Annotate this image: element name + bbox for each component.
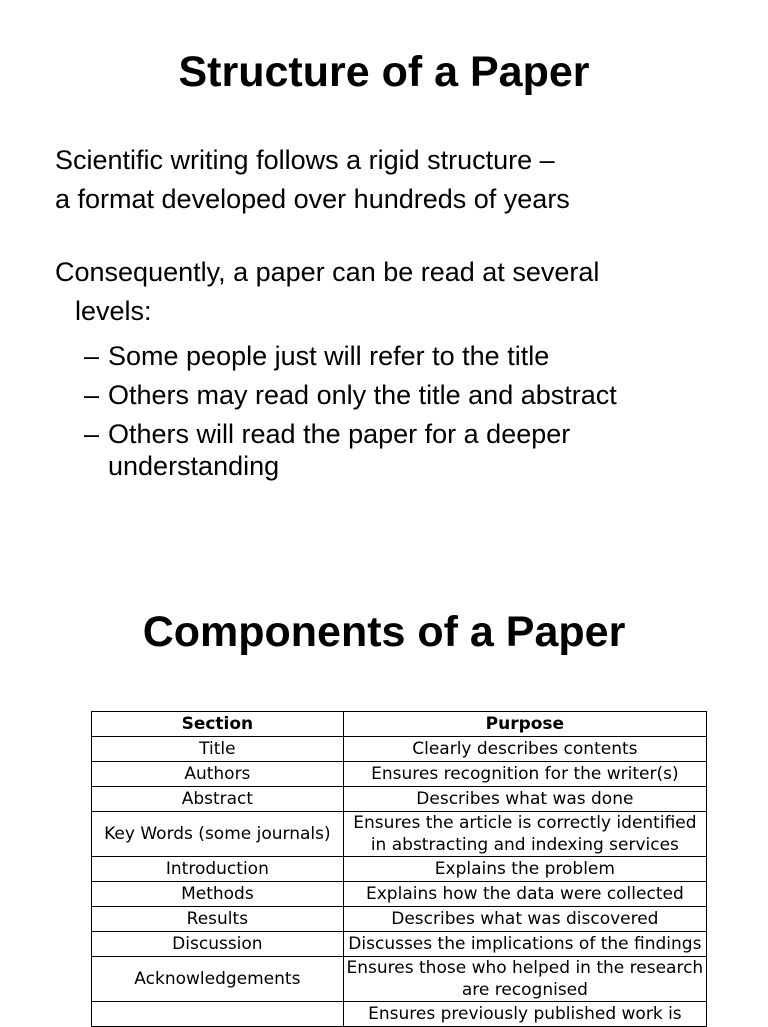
dash-marker: – — [84, 419, 100, 449]
section-cell: Abstract — [92, 787, 344, 812]
list-item — [84, 418, 724, 482]
intro-paragraph — [55, 141, 715, 219]
table-row — [92, 762, 707, 787]
table-row — [92, 882, 707, 907]
section-cell: Methods — [92, 882, 344, 907]
table-row — [92, 787, 707, 812]
dash-marker: – — [84, 380, 100, 410]
section-cell: Discussion — [92, 932, 344, 957]
levels-line-2: levels: — [75, 296, 152, 326]
column-header-purpose: Purpose — [343, 712, 706, 737]
table-row — [92, 932, 707, 957]
table-row — [92, 1002, 707, 1027]
purpose-cell: Clearly describes contents — [343, 737, 706, 762]
purpose-cell: Ensures previously published work is — [343, 1002, 706, 1027]
levels-paragraph — [55, 253, 715, 331]
list-item — [84, 340, 724, 372]
section-cell: Results — [92, 907, 344, 932]
levels-line-1: Consequently, a paper can be read at several — [55, 257, 600, 287]
section-cell: Title — [92, 737, 344, 762]
section-cell: Key Words (some journals) — [92, 812, 344, 857]
purpose-cell: Describes what was done — [343, 787, 706, 812]
dash-marker: – — [84, 341, 100, 371]
purpose-cell: Describes what was discovered — [343, 907, 706, 932]
slide-title-components: Components of a Paper — [142, 608, 626, 656]
list-item-text: Others may read only the title and abstract — [108, 380, 617, 410]
list-item-text: Others will read the paper for a deeper understanding — [108, 419, 571, 481]
table-row — [92, 857, 707, 882]
table-header-row — [92, 712, 707, 737]
purpose-cell: Ensures those who helped in the research are recognised — [343, 957, 706, 1002]
intro-line-2: a format developed over hundreds of years — [55, 184, 570, 214]
table-row — [92, 957, 707, 1002]
components-table — [91, 711, 707, 1027]
list-item-text: Some people just will refer to the title — [108, 341, 550, 371]
purpose-cell: Discusses the implications of the findings — [343, 932, 706, 957]
purpose-cell: Explains the problem — [343, 857, 706, 882]
table-row — [92, 737, 707, 762]
section-cell: Acknowledgements — [92, 957, 344, 1002]
section-cell — [92, 1002, 344, 1027]
purpose-cell: Explains how the data were collected — [343, 882, 706, 907]
reading-levels-list — [84, 340, 724, 489]
slide-title-structure: Structure of a Paper — [178, 48, 590, 96]
table-row — [92, 907, 707, 932]
list-item — [84, 379, 724, 411]
purpose-cell: Ensures the article is correctly identified in abstracting and indexing services — [343, 812, 706, 857]
section-cell: Introduction — [92, 857, 344, 882]
column-header-section: Section — [92, 712, 344, 737]
intro-line-1: Scientific writing follows a rigid structure – — [55, 145, 555, 175]
section-cell: Authors — [92, 762, 344, 787]
table-row — [92, 812, 707, 857]
purpose-cell: Ensures recognition for the writer(s) — [343, 762, 706, 787]
